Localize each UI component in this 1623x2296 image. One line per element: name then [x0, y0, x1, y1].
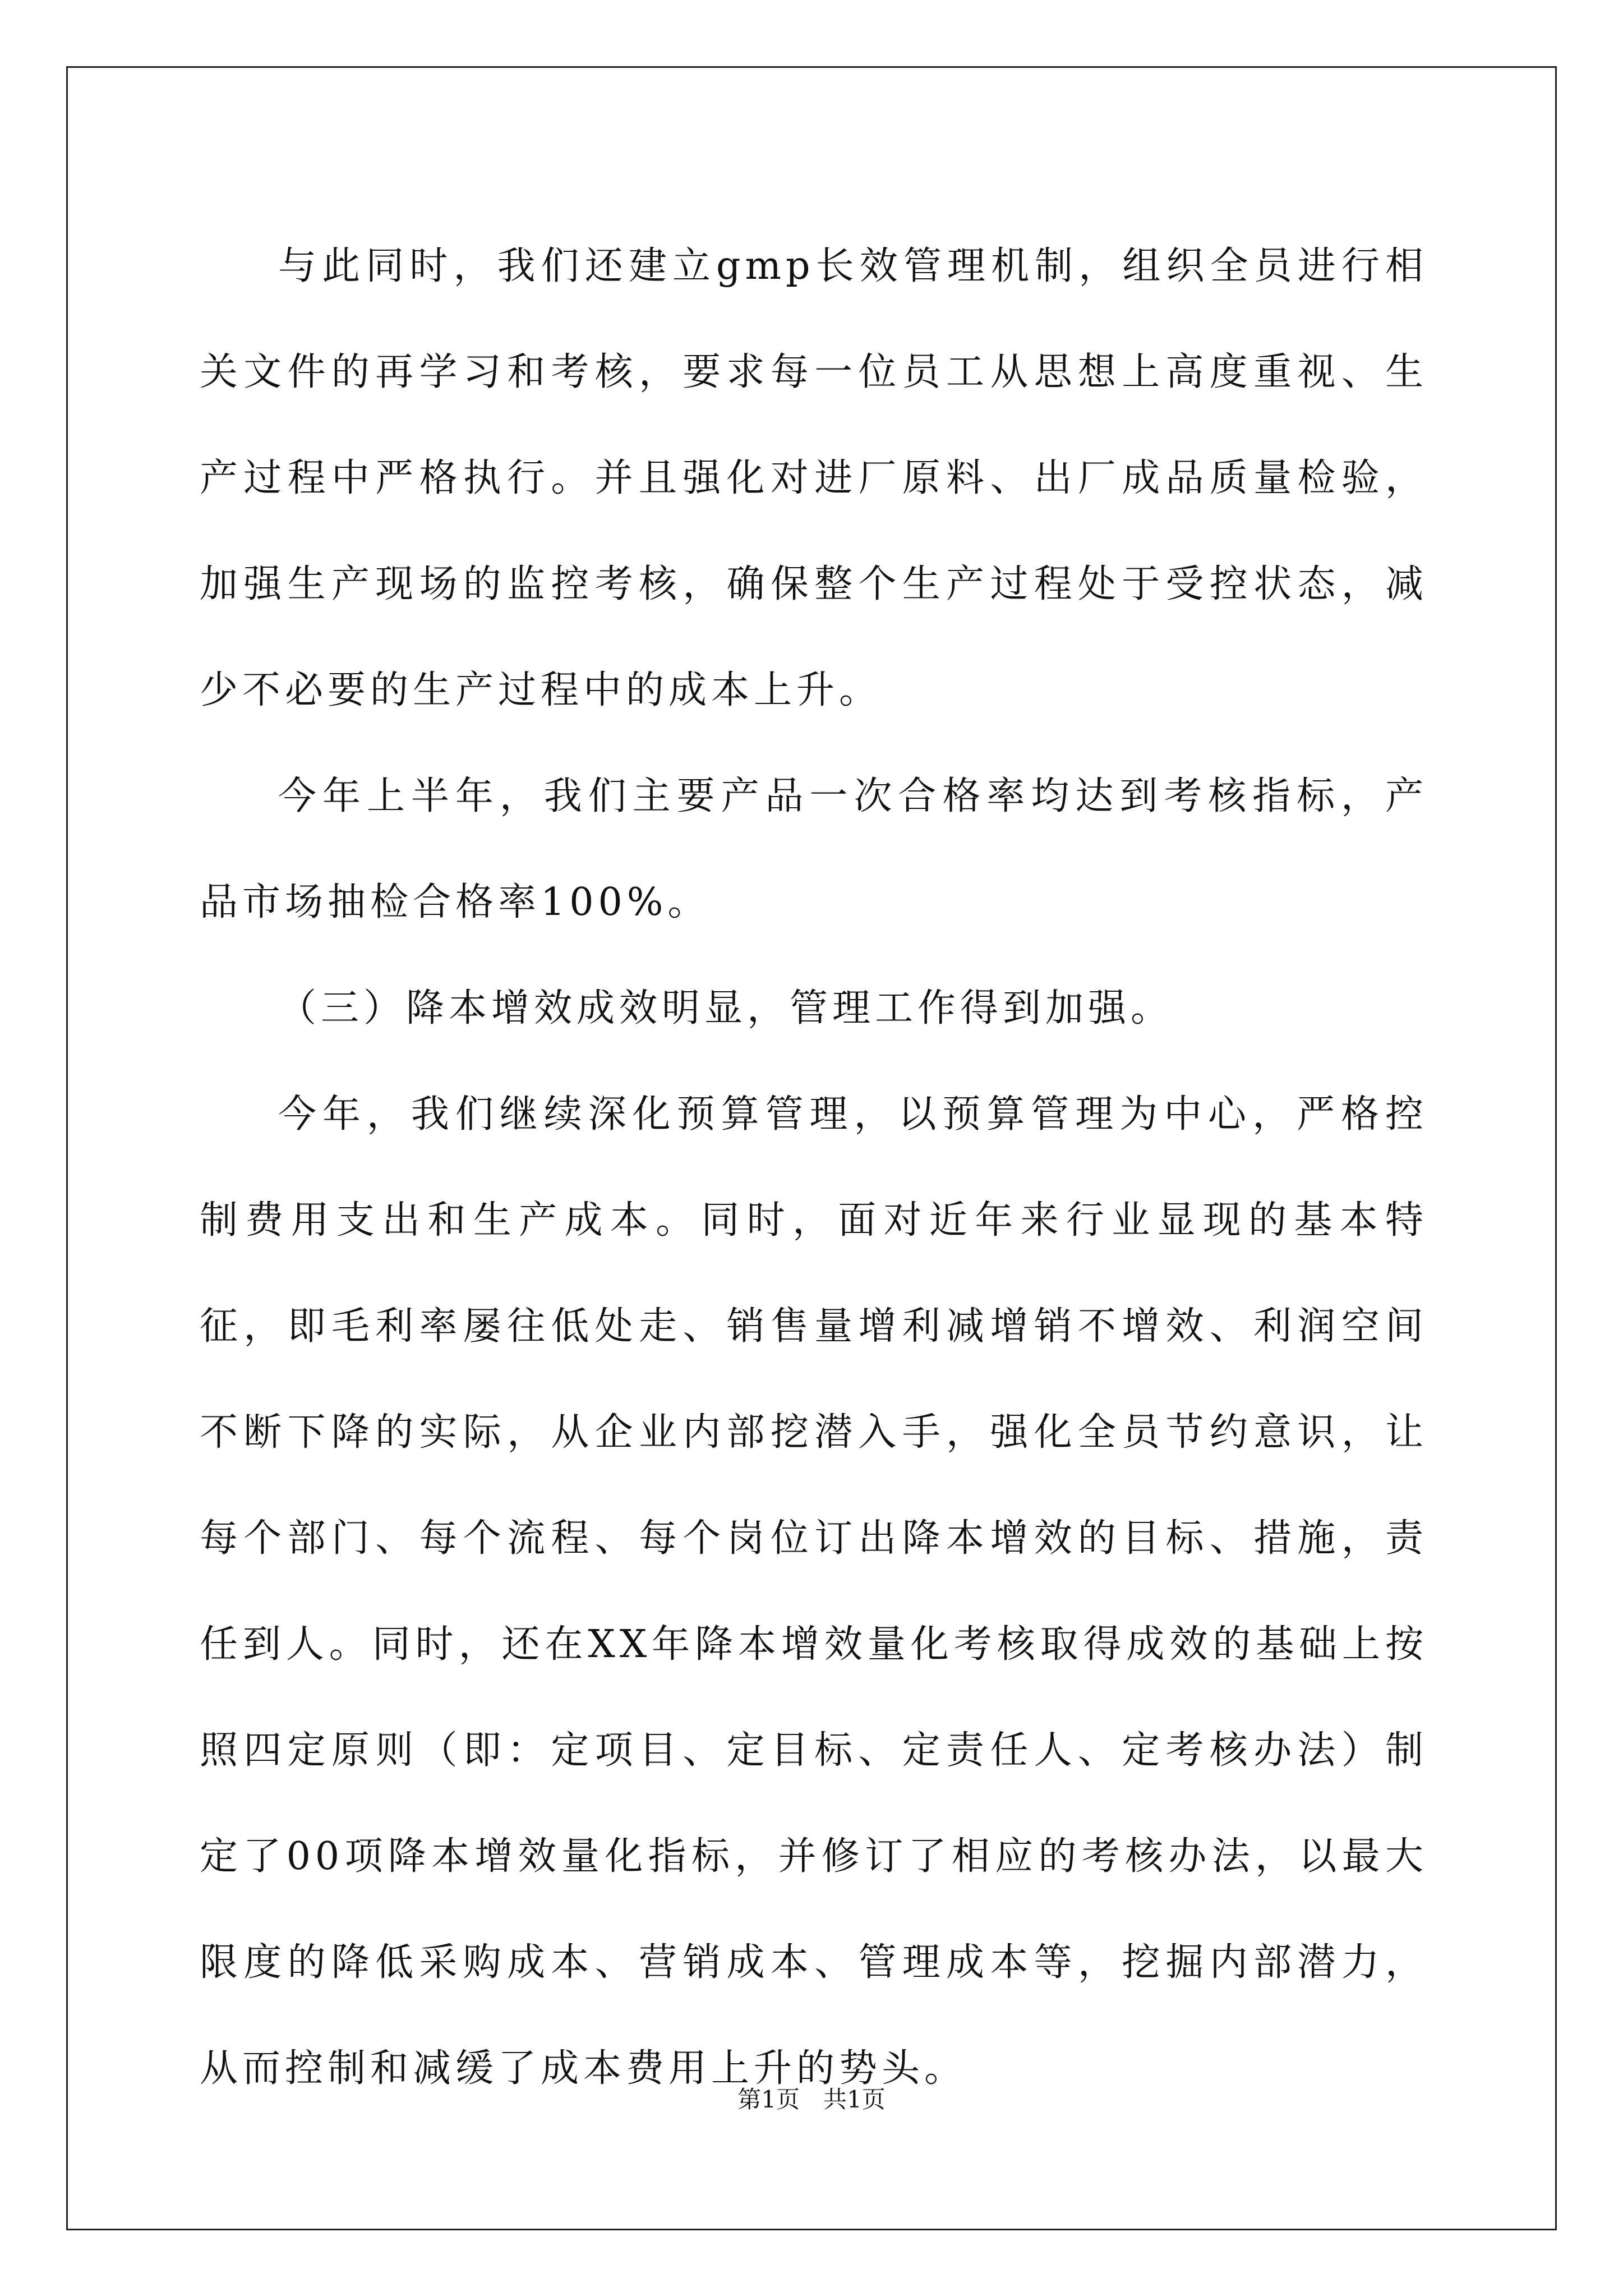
document-body [200, 213, 1428, 2122]
paragraph-gmp: 与此同时，我们还建立gmp长效管理机制，组织全员进行相关文件的再学习和考核，要求每一位员工从思想上高度重视、生产过程中严格执行。并且强化对进厂原料、出厂成品质量检验，加强生产现场的监控考核，确保整个生产过程处于受控状态，减少不必要的生产过程中的成本上升。 [200, 244, 1428, 712]
page-footer: 第1页 共1页 [737, 2086, 886, 2113]
section-heading: （三）降本增效成效明显，管理工作得到加强。 [278, 986, 1174, 1030]
paragraph-cost-reduction: 今年，我们继续深化预算管理，以预算管理为中心，严格控制费用支出和生产成本。同时，面对近年来行业显现的基本特征，即毛利率屡往低处走、销售量增利减增销不增效、利润空间不断下降的实际，从企业内部挖潜入手，强化全员节约意识，让每个部门、每个流程、每个岗位订出降本增效的目标、措施，责任到人。同时，还在XX年降本增效量化考核取得成效的基础上按照四定原则（即：定项目、定目标、定责任人、定考核办法）制定了00项降本增效量化指标，并修订了相应的考核办法，以最大限度的降低采购成本、营销成本、管理成本等，挖掘内部潜力，从而控制和减缓了成本费用上升的势头。 [200, 1092, 1428, 2091]
paragraph-quality-rate: 今年上半年，我们主要产品一次合格率均达到考核指标，产品市场抽检合格率100%。 [200, 774, 1428, 924]
